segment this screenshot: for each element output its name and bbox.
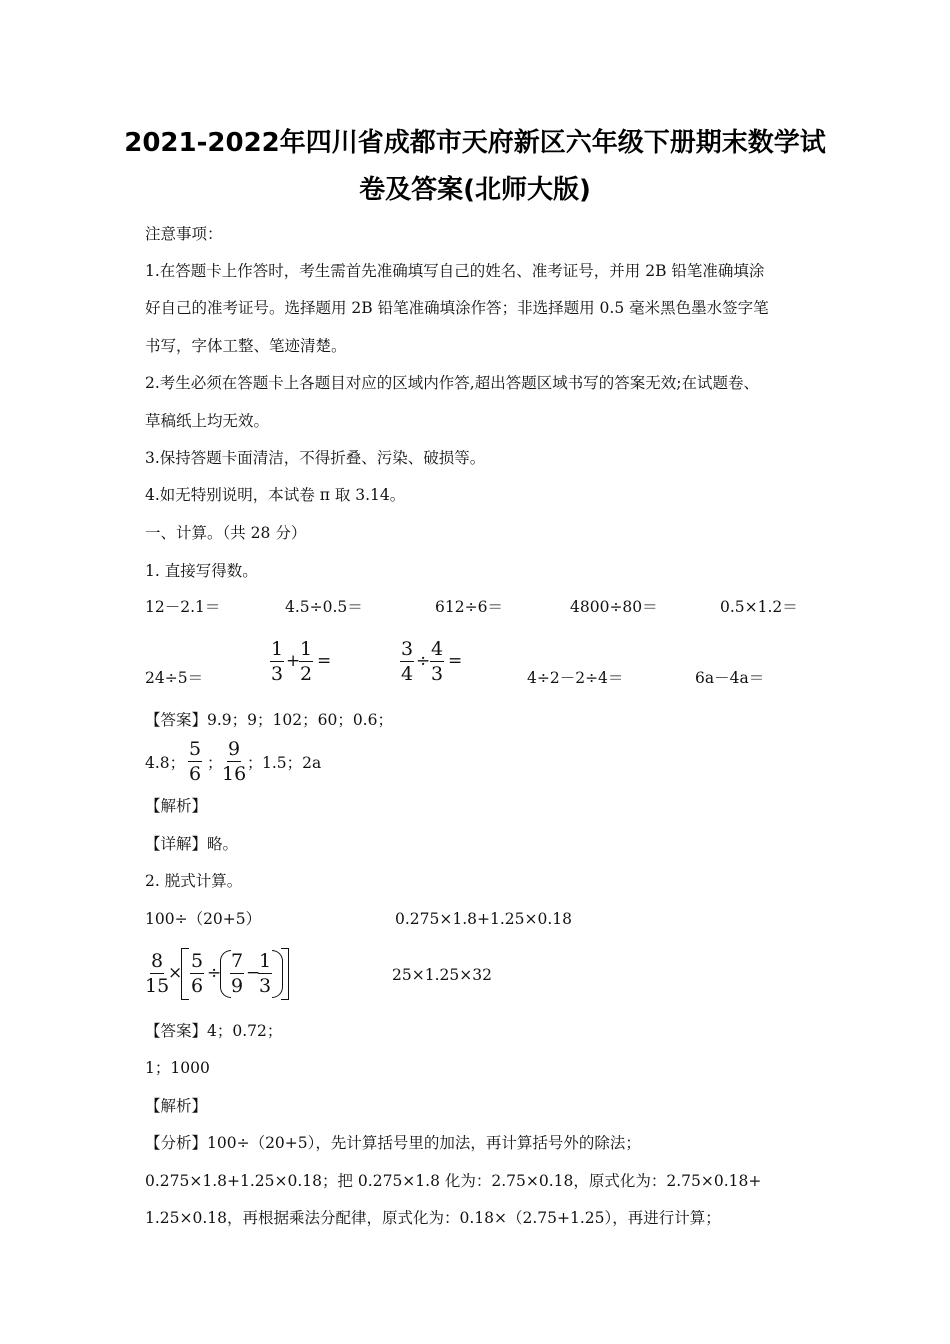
fraction-denominator: 6 <box>191 975 204 997</box>
fraction-numerator: 1 <box>259 950 272 972</box>
equals-sign: = <box>317 651 332 671</box>
fraction-denominator: 3 <box>259 975 272 997</box>
fraction-numerator: 1 <box>300 638 313 660</box>
fraction-denominator: 2 <box>300 663 313 685</box>
question-2-prompt: 2. 脱式计算。 <box>145 872 243 890</box>
document-title-line-2: 卷及答案(北师大版) <box>359 175 591 205</box>
q1-answer-line-1: 【答案】9.9；9；102；60；0.6； <box>145 711 393 729</box>
left-square-bracket <box>181 948 189 1000</box>
note-1-line-1: 1.在答题卡上作答时，考生需首先准确填写自己的姓名、准考证号，并用 2B 铅笔准确填涂 <box>145 262 765 280</box>
fraction-numerator: 9 <box>228 738 241 760</box>
q2-analysis-label: 【解析】 <box>145 1097 208 1115</box>
q2-expression-1: 100÷（20+5） <box>145 910 262 928</box>
fraction-numerator: 5 <box>191 950 204 972</box>
note-2-line-2: 草稿纸上均无效。 <box>145 412 270 430</box>
q1-item-9: 4÷2－2÷4＝ <box>527 669 624 687</box>
note-4: 4.如无特别说明，本试卷 π 取 3.14。 <box>145 486 406 504</box>
q2-fenxi-line-1: 【分析】100÷（20+5），先计算括号里的加法，再计算括号外的除法； <box>145 1134 641 1152</box>
times-sign: × <box>168 963 183 983</box>
q1-item-1: 12－2.1＝ <box>145 598 221 616</box>
q2-answer-line-1: 【答案】4；0.72； <box>145 1022 283 1040</box>
q1-item-3: 612÷6＝ <box>435 598 503 616</box>
q1-fraction-3 <box>400 638 414 685</box>
q2-fenxi-line-2: 0.275×1.8+1.25×0.18；把 0.275×1.8 化为：2.75×0.18，原式化为：2.75×0.18+ <box>145 1172 762 1190</box>
q2-fraction-8-15 <box>145 950 169 997</box>
equals-sign: = <box>448 651 463 671</box>
fraction-numerator: 3 <box>401 638 414 660</box>
fraction-denominator: 9 <box>231 975 244 997</box>
fraction-numerator: 4 <box>431 638 444 660</box>
q1-item-2: 4.5÷0.5＝ <box>285 598 363 616</box>
note-1-line-2: 好自己的准考证号。选择题用 2B 铅笔准确填涂作答；非选择题用 0.5 毫米黑色墨水签字笔 <box>145 299 769 317</box>
fraction-denominator: 3 <box>271 663 284 685</box>
q2-expression-4: 25×1.25×32 <box>392 966 492 984</box>
q1-fraction-2 <box>299 638 313 685</box>
q1-item-5: 0.5×1.2＝ <box>720 598 798 616</box>
q2-answer-line-2: 1；1000 <box>145 1059 210 1077</box>
q1-detail: 【详解】略。 <box>145 835 239 853</box>
fraction-denominator: 16 <box>222 763 247 785</box>
plus-sign: + <box>286 651 301 671</box>
q1-answer-prefix: 4.8； <box>145 754 186 772</box>
q1-answer-suffix: 1.5；2a <box>262 754 322 772</box>
q1-item-10: 6a－4a＝ <box>695 669 765 687</box>
q1-fraction-1 <box>270 638 284 685</box>
q1-analysis-label: 【解析】 <box>145 797 208 815</box>
q2-expression-2: 0.275×1.8+1.25×0.18 <box>395 910 573 928</box>
note-3: 3.保持答题卡面清洁，不得折叠、污染、破损等。 <box>145 449 486 467</box>
minus-sign: − <box>246 963 261 983</box>
section-1-heading: 一、计算。（共 28 分） <box>145 524 307 542</box>
divide-sign: ÷ <box>207 963 222 983</box>
fraction-numerator: 1 <box>271 638 284 660</box>
fraction-numerator: 7 <box>231 950 244 972</box>
document-title-line-1: 2021-2022年四川省成都市天府新区六年级下册期末数学试 <box>124 128 826 158</box>
note-1-line-3: 书写，字体工整、笔迹清楚。 <box>145 337 347 355</box>
fraction-denominator: 6 <box>189 763 202 785</box>
separator: ； <box>247 754 263 772</box>
q1-answer-fraction-2 <box>222 738 246 785</box>
fraction-denominator: 3 <box>431 663 444 685</box>
fraction-numerator: 5 <box>189 738 202 760</box>
separator: ； <box>207 754 223 772</box>
question-1-prompt: 1. 直接写得数。 <box>145 562 258 580</box>
notes-heading: 注意事项： <box>145 225 223 243</box>
q2-fraction-7-9 <box>230 950 244 997</box>
q1-item-4: 4800÷80＝ <box>570 598 658 616</box>
fraction-denominator: 15 <box>145 975 170 997</box>
right-square-bracket <box>281 948 289 1000</box>
q2-fraction-5-6 <box>190 950 204 997</box>
fraction-denominator: 4 <box>401 663 414 685</box>
q1-answer-fraction-1 <box>188 738 202 785</box>
q2-fraction-1-3 <box>258 950 272 997</box>
divide-sign: ÷ <box>416 651 431 671</box>
q1-item-6: 24÷5＝ <box>145 669 204 687</box>
fraction-numerator: 8 <box>151 950 164 972</box>
q2-fenxi-line-3: 1.25×0.18，再根据乘法分配律，原式化为：0.18×（2.75+1.25），再进行计算； <box>145 1209 721 1227</box>
q1-fraction-4 <box>430 638 444 685</box>
note-2-line-1: 2.考生必须在答题卡上各题目对应的区域内作答,超出答题区域书写的答案无效;在试题卷、 <box>145 374 759 392</box>
